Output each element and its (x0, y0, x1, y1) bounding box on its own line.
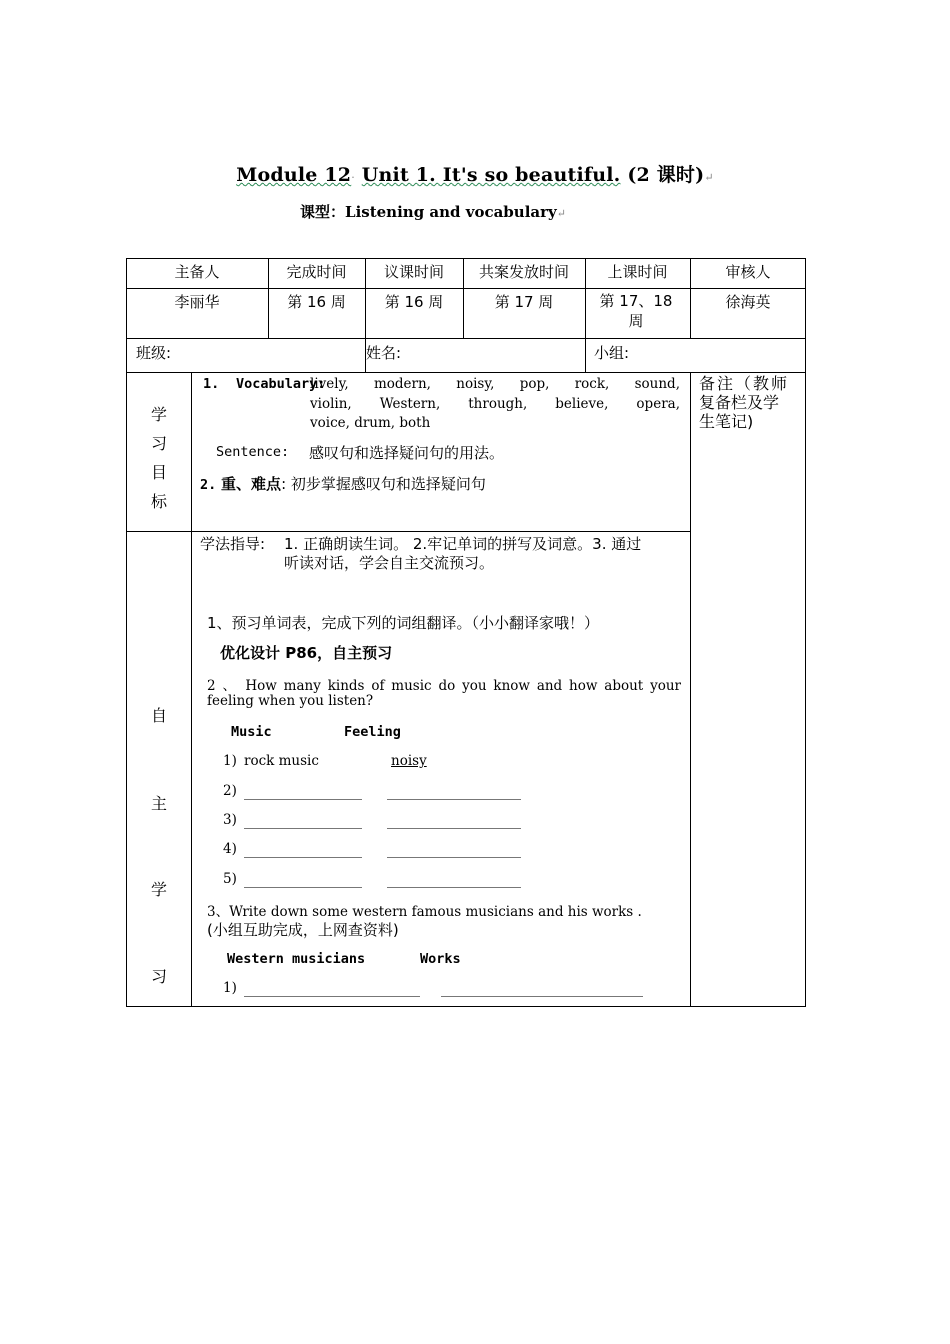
value-completion-time: 第 16 周 (287, 293, 346, 311)
music-blank[interactable] (244, 828, 362, 829)
lesson-type-label: 课型： (300, 203, 346, 221)
music-blank[interactable] (244, 799, 362, 800)
self-study-char: 自 (150, 706, 167, 725)
header-preparer: 主备人 (174, 263, 220, 281)
lesson-type-value: Listening and vocabulary (345, 203, 557, 221)
key-label: 重、难点 (221, 475, 282, 493)
lesson-type: 课型：Listening and vocabulary↵ (300, 203, 566, 221)
feeling-blank[interactable] (387, 828, 521, 829)
works-blank[interactable] (441, 996, 643, 997)
lesson-table (126, 258, 806, 1007)
notes-line: 生笔记) (699, 412, 754, 431)
task-3-line-2: (小组互助完成，上网查资料) (207, 921, 399, 939)
goals-char: 学 (150, 405, 167, 424)
vocab-line-1: lively, modern, noisy, pop, rock, sound, (310, 376, 680, 392)
title-hours: (2 课时) (627, 164, 705, 186)
music-row-number: 5) (223, 871, 237, 887)
header-distribution-time: 共案发放时间 (478, 263, 569, 281)
key-number: 2. (200, 477, 217, 493)
goals-side-label (144, 400, 174, 516)
self-study-char: 习 (150, 967, 167, 986)
musician-blank[interactable] (244, 996, 420, 997)
self-study-char: 主 (150, 794, 167, 813)
header-completion-time: 完成时间 (286, 263, 347, 281)
sentence-label: Sentence: (216, 444, 290, 460)
vocab-line-2: violin, Western, through, believe, opera, (310, 396, 680, 412)
value-discussion-time: 第 16 周 (384, 293, 444, 311)
value-distribution-time: 第 17 周 (494, 293, 554, 311)
task-1: 1、预习单词表，完成下列的词组翻译。（小小翻译家哦！） (207, 614, 600, 632)
feeling-blank[interactable] (387, 799, 521, 800)
sentence-text: 感叹句和选择疑问句的用法。 (309, 444, 505, 462)
value-preparer: 李丽华 (174, 293, 220, 311)
task-1-reference: 优化设计 P86，自主预习 (220, 644, 393, 662)
group-label: 小组: (594, 344, 630, 362)
vocab-line-3: voice, drum, both (310, 415, 431, 431)
title-module: Module 12 (236, 164, 352, 186)
goals-char: 目 (150, 463, 167, 482)
value-class-time: 第 17、18 周 (599, 292, 673, 330)
header-reviewer: 审核人 (725, 263, 771, 281)
feeling-blank[interactable] (387, 887, 521, 888)
musician-row-number: 1) (223, 980, 237, 996)
music-row-feeling: noisy (391, 753, 427, 769)
vocab-label: Vocabulary: (236, 376, 326, 392)
col-works: Works (420, 951, 461, 967)
task-2-line-1: 2 、 How many kinds of music do you know and how about your (207, 678, 681, 694)
task-3-line-1: 3、Write down some western famous musicians and his works . (207, 904, 642, 920)
header-discussion-time: 议课时间 (383, 263, 444, 281)
guide-line-2: 听读对话，学会自主交流预习。 (284, 554, 495, 572)
music-blank[interactable] (244, 887, 362, 888)
task-2-line-2: feeling when you listen? (207, 693, 374, 709)
music-row-number: 2) (223, 783, 237, 799)
name-label: 姓名: (366, 344, 402, 362)
value-reviewer: 徐海英 (725, 293, 771, 311)
key-points (200, 473, 486, 494)
guide-line-1: 1. 正确朗读生词。 2.牢记单词的拼写及词意。3. 通过 (284, 535, 642, 553)
music-row-music: rock music (244, 753, 319, 769)
header-class-time: 上课时间 (607, 263, 668, 281)
class-label: 班级: (136, 344, 172, 362)
notes-column (699, 374, 799, 431)
col-western-musicians: Western musicians (227, 951, 366, 967)
col-music: Music (231, 724, 272, 740)
title-unit: Unit 1. It's so beautiful. (361, 164, 621, 186)
col-feeling: Feeling (344, 724, 401, 740)
music-blank[interactable] (244, 857, 362, 858)
self-study-char: 学 (150, 880, 167, 899)
guide-label: 学法指导: (200, 535, 266, 553)
page-title: Module 12· Unit 1. It's so beautiful. (2 课时)↵ (236, 164, 714, 186)
goals-char: 习 (150, 434, 167, 453)
feeling-blank[interactable] (387, 857, 521, 858)
notes-line: 复备栏及学 (699, 393, 780, 412)
music-row-number: 3) (223, 812, 237, 828)
music-row-number: 4) (223, 841, 237, 857)
vocab-number: 1. (203, 376, 220, 392)
music-row-number: 1) (223, 753, 237, 769)
key-text: : 初步掌握感叹句和选择疑问句 (281, 475, 486, 493)
goals-char: 标 (150, 492, 167, 511)
notes-line: 备注（教师 (699, 374, 790, 393)
